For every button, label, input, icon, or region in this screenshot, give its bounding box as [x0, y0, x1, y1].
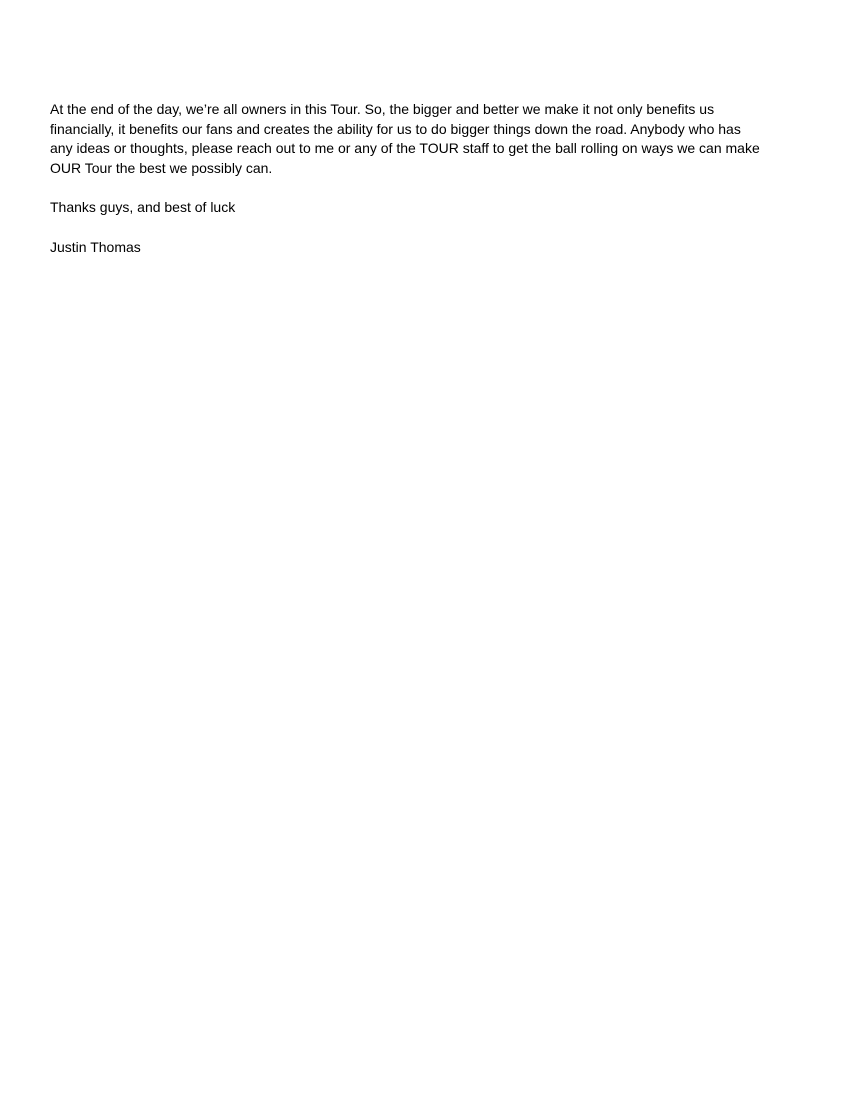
body-line: any ideas or thoughts, please reach out to me or any of the TOUR staff to get the ball rolling on ways we can make	[50, 140, 760, 156]
body-line: financially, it benefits our fans and creates the ability for us to do bigger things down the road. Anybody who has	[50, 120, 741, 137]
body-line: OUR Tour the best we possibly can.	[50, 159, 273, 176]
signature-name: Justin Thomas	[50, 238, 141, 255]
body-paragraph	[50, 100, 795, 178]
body-line: At the end of the day, we’re all owners in this Tour. So, the bigger and better we make it not only benefits us	[50, 101, 715, 117]
letter-content	[50, 100, 795, 257]
closing-line: Thanks guys, and best of luck	[50, 199, 236, 215]
